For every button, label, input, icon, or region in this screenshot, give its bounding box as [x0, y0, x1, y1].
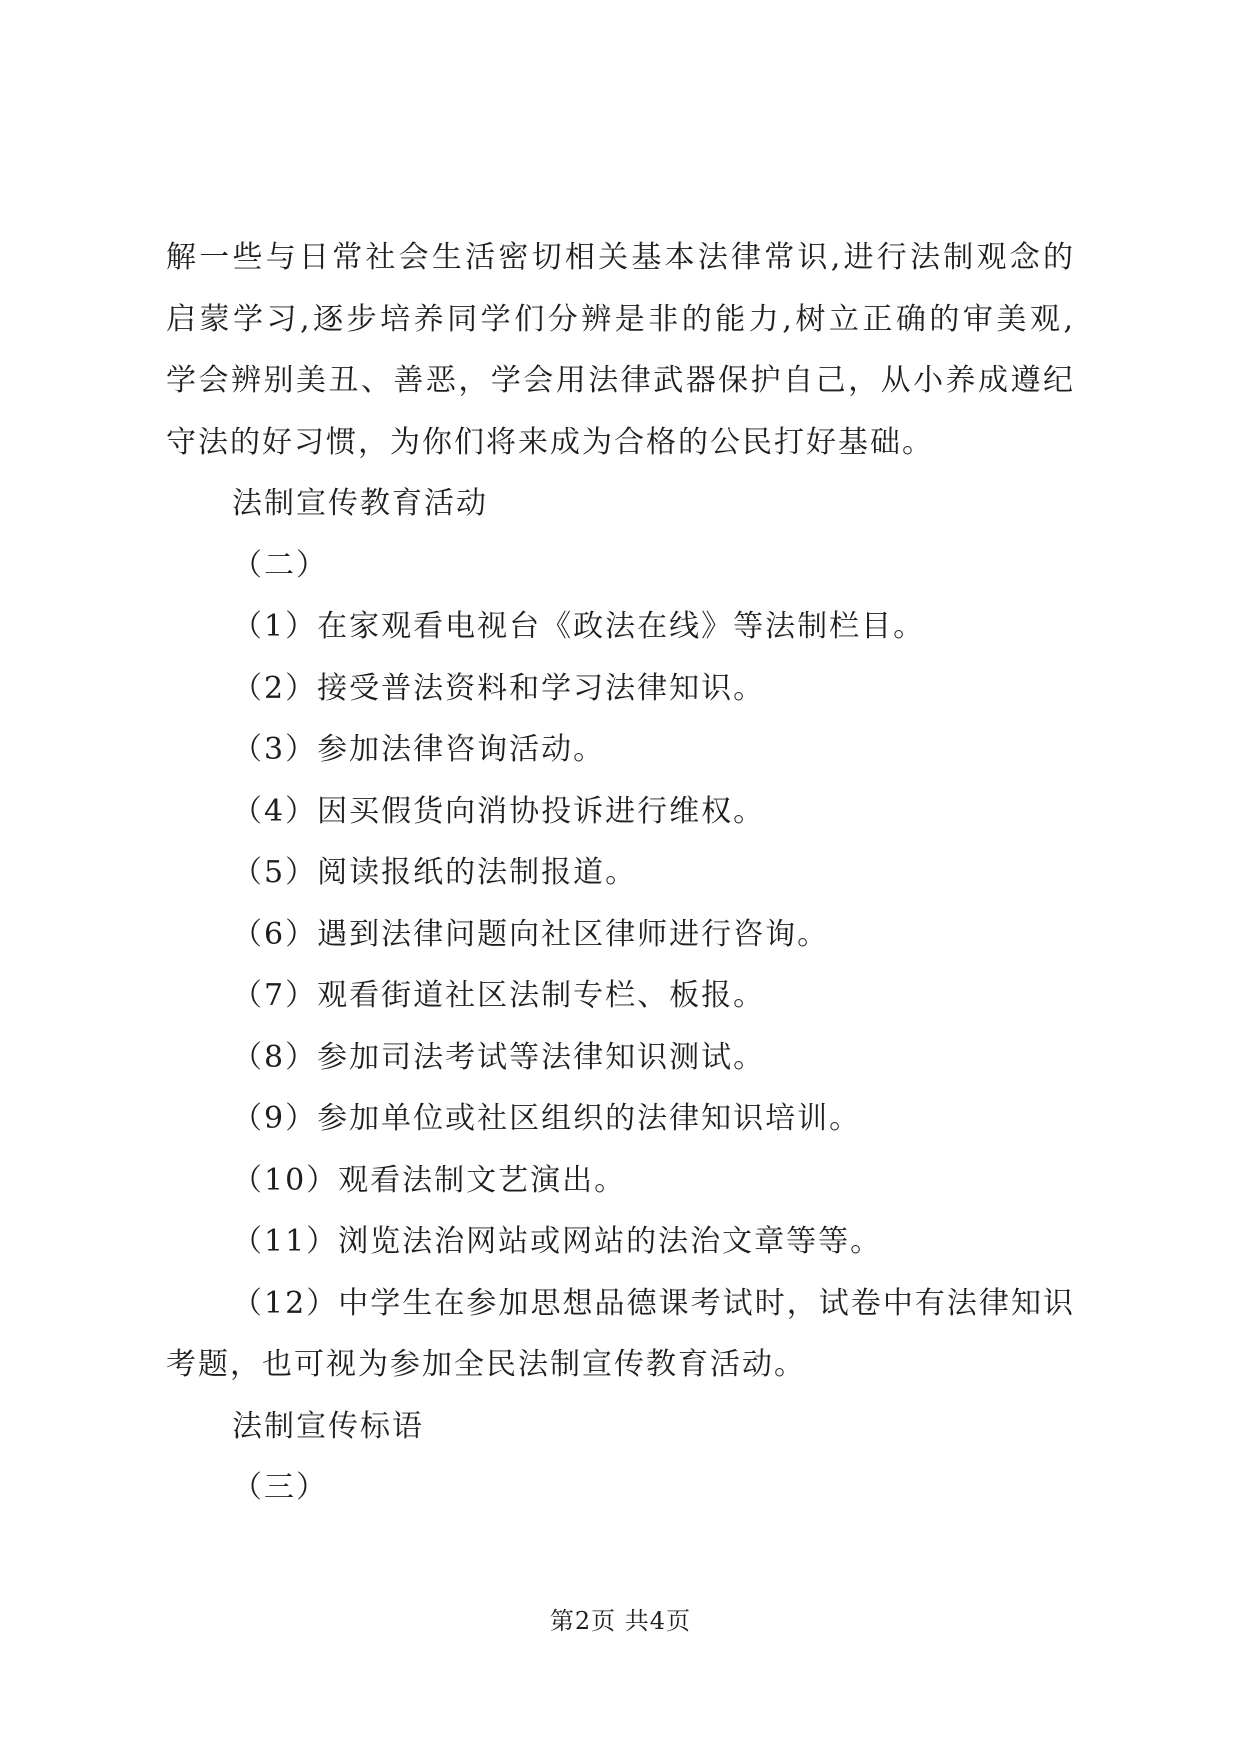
- document-body: [166, 227, 1075, 1519]
- list-item: （8）参加司法考试等法律知识测试。: [232, 1039, 766, 1075]
- paragraph-line: 守法的好习惯，为你们将来成为合格的公民打好基础。: [166, 424, 934, 460]
- list-item: （5）阅读报纸的法制报道。: [232, 855, 638, 890]
- section-number-3: （三）: [232, 1470, 328, 1505]
- list-item: （2）接受普法资料和学习法律知识。: [232, 670, 766, 706]
- list-item: （6）遇到法律问题向社区律师进行咨询。: [232, 916, 830, 952]
- list-item: （10）观看法制文艺演出。: [232, 1162, 627, 1198]
- section-heading-activities: 法制宣传教育活动: [232, 486, 488, 521]
- paragraph-line: 启蒙学习,逐步培养同学们分辨是非的能力,树立正确的审美观,: [166, 301, 1075, 337]
- page-footer: 第2页 共4页: [549, 1607, 692, 1635]
- list-item: （11）浏览法治网站或网站的法治文章等等。: [232, 1224, 883, 1259]
- list-item-12-line: 考题，也可视为参加全民法制宣传教育活动。: [166, 1347, 806, 1382]
- paragraph-line: 学会辨别美丑、善恶，学会用法律武器保护自己，从小养成遵纪: [166, 363, 1075, 398]
- list-item: （1）在家观看电视台《政法在线》等法制栏目。: [232, 609, 926, 644]
- section-number-2: （二）: [232, 547, 328, 583]
- section-heading-slogans: 法制宣传标语: [232, 1408, 424, 1444]
- list-item-12-line: （12）中学生在参加思想品德课考试时，试卷中有法律知识: [232, 1285, 1075, 1321]
- list-item: （7）观看街道社区法制专栏、板报。: [232, 978, 766, 1013]
- paragraph-line: 解一些与日常社会生活密切相关基本法律常识,进行法制观念的: [166, 240, 1075, 275]
- list-item: （3）参加法律咨询活动。: [232, 732, 606, 767]
- list-item: （4）因买假货向消协投诉进行维权。: [232, 793, 766, 829]
- list-item: （9）参加单位或社区组织的法律知识培训。: [232, 1101, 862, 1136]
